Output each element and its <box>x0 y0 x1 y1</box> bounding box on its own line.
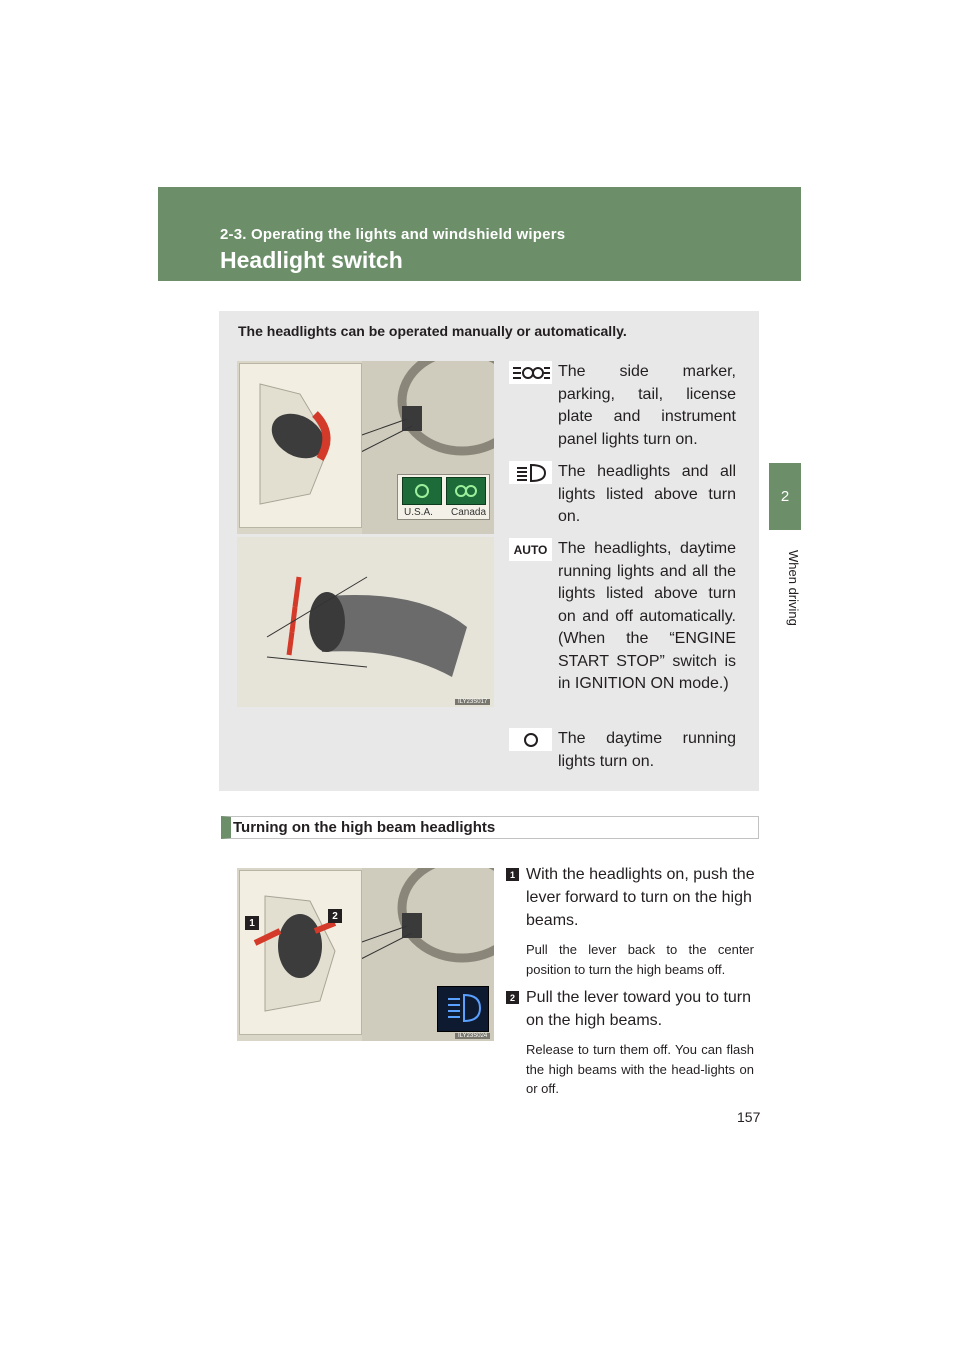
step-number: 2 <box>506 991 519 1004</box>
chapter-tab <box>769 463 801 530</box>
step-text: Pull the lever toward you to turn on the high beams. <box>526 989 752 1029</box>
side-marker-icon <box>509 361 552 384</box>
lever-closeup-illustration <box>237 537 494 707</box>
chapter-number: 2 <box>780 488 790 505</box>
sun-indicator-icon <box>402 477 442 505</box>
hand-inset <box>239 363 362 528</box>
hand-lever-illustration <box>240 364 361 527</box>
high-beam-indicator-icon <box>437 986 489 1032</box>
mode-description: The headlights, daytime running lights and all the lights listed above turn on and off automatically. (When the “ENGINE START STOP” switch is in IGNITION ON mode.) <box>558 540 736 692</box>
headlight-switch-panel <box>219 311 759 791</box>
hand-inset <box>239 870 362 1035</box>
step-2-note: Release to turn them off. You can flash the high beams with the head-lights on or off. <box>526 1042 754 1096</box>
panel-intro: The headlights can be operated manually or automatically. <box>238 323 627 339</box>
step-number: 1 <box>506 868 519 881</box>
switch-illustration-bottom <box>237 537 494 707</box>
section-header <box>158 187 801 281</box>
page-number: 157 <box>737 1109 761 1125</box>
auto-icon: AUTO <box>509 538 552 561</box>
step-1-badge: 1 <box>245 916 259 930</box>
step-text: With the headlights on, push the lever forward to turn on the high beams. <box>526 866 755 929</box>
image-code: ILY23S017 <box>455 699 490 705</box>
canada-label: Canada <box>451 507 487 518</box>
usa-label: U.S.A. <box>404 507 433 518</box>
hand-push-pull-illustration <box>240 871 361 1034</box>
chapter-label: When driving <box>786 550 801 626</box>
page-title: Headlight switch <box>220 247 403 273</box>
off-icon <box>509 728 552 751</box>
mode-description: The daytime running lights turn on. <box>558 730 736 770</box>
section-title: 2-3. Operating the lights and windshield wipers <box>220 226 566 243</box>
side-marker-indicator-icon <box>446 477 486 505</box>
high-beam-heading-bar <box>221 816 759 839</box>
high-beam-illustration <box>237 868 494 1041</box>
indicator-box <box>397 474 490 520</box>
headlight-icon <box>509 461 552 484</box>
mode-description: The side marker, parking, tail, license plate and instrument panel lights turn on. <box>558 363 736 448</box>
mode-description: The headlights and all lights listed above turn on. <box>558 463 736 525</box>
high-beam-heading: Turning on the high beam headlights <box>233 819 496 836</box>
switch-illustration-top <box>237 361 494 534</box>
image-code: ILY23S024 <box>455 1033 490 1039</box>
step-1-note: Pull the lever back to the center position to turn the high beams off. <box>526 942 754 977</box>
step-2-badge: 2 <box>328 909 342 923</box>
